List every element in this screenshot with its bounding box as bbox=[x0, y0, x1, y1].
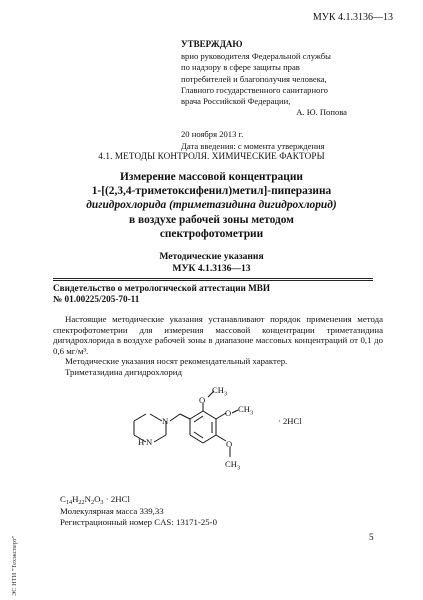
certificate-block bbox=[53, 283, 383, 305]
methoxy-oxygen: O bbox=[226, 439, 233, 449]
cas-number: Регистрационный номер CAS: 13171-25-0 bbox=[60, 517, 218, 528]
piperazine-nitrogen: N bbox=[146, 437, 153, 447]
method-line: Методические указания bbox=[159, 251, 264, 262]
title-line: дигидрохлорида (триметазидина дигидрохлорид) bbox=[86, 199, 337, 212]
molecular-formula: $C_{14}H_{22}N_2O_3 \cdot 2HCl$ bbox=[60, 494, 130, 506]
approval-block bbox=[181, 39, 381, 152]
approval-date: 20 ноября 2013 г. bbox=[181, 129, 244, 140]
title-line: спектрофотометрии bbox=[159, 227, 264, 240]
methyl-group: $CH_3$ bbox=[212, 385, 228, 398]
effective-date: Дата введения: с момента утверждения bbox=[181, 140, 325, 151]
certificate-number: № 01.00225/205-70-11 bbox=[53, 294, 140, 305]
approval-line: по надзору в сфере защиты прав bbox=[181, 62, 300, 73]
molar-mass: Молекулярная масса 339,33 bbox=[60, 505, 164, 516]
methoxy-oxygen: O bbox=[199, 395, 206, 405]
methoxy-oxygen: O bbox=[225, 408, 232, 418]
salt-label: · 2HCl bbox=[278, 416, 302, 426]
approver-name: А. Ю. Попова bbox=[296, 107, 347, 118]
approval-line: Главного государственного санитарного bbox=[181, 84, 328, 95]
methyl-group: $CH_3$ bbox=[238, 404, 254, 417]
section-heading: 4.1. МЕТОДЫ КОНТРОЛЯ. ХИМИЧЕСКИЕ ФАКТОРЫ bbox=[98, 151, 325, 161]
amine-hydrogen: H bbox=[138, 437, 145, 447]
compound-data bbox=[60, 494, 217, 529]
side-stamp-text: ЭС НТИ "Техэксперт" bbox=[11, 535, 18, 596]
document-code: МУК 4.1.3136—13 bbox=[312, 12, 393, 23]
body-paragraph: Методические указания носят рекомендательный характер. bbox=[65, 356, 288, 366]
method-guidelines-heading bbox=[0, 251, 423, 274]
divider-line bbox=[53, 280, 373, 281]
divider-line bbox=[53, 278, 373, 279]
body-paragraph: Настоящие методические указания устанавливают порядок применения метода спектрофотометрии для измерения массовой концентрации триметазидина дигидрохлорида в воздухе рабочей зоны в диапазоне массовых концентраций от 0,1 до 0,6 мг/м³. bbox=[53, 314, 383, 356]
structural-formula-drawing bbox=[118, 385, 338, 473]
document-title bbox=[20, 170, 403, 241]
method-code: МУК 4.1.3136—13 bbox=[172, 262, 251, 274]
body-text bbox=[53, 314, 383, 377]
compound-name: Триметазидина дигидрохлорид bbox=[65, 366, 182, 377]
approval-title: УТВЕРЖДАЮ bbox=[181, 39, 243, 49]
page-number: 5 bbox=[369, 532, 374, 542]
title-line: 1-[(2,3,4-триметоксифенил)метил]-пиперазина bbox=[91, 185, 332, 198]
structural-formula bbox=[118, 385, 338, 473]
certificate-line: Свидетельство о метрологической аттестации МВИ bbox=[53, 283, 271, 293]
approval-line: врио руководителя Федеральной службы bbox=[181, 51, 331, 62]
approval-line: потребителей и благополучия человека, bbox=[181, 73, 327, 84]
title-line: в воздухе рабочей зоны методом bbox=[129, 213, 294, 226]
title-line: Измерение массовой концентрации bbox=[120, 171, 303, 183]
methyl-group: $CH_3$ bbox=[225, 459, 241, 472]
approval-line: врача Российской Федерации, bbox=[181, 96, 291, 107]
piperazine-nitrogen: N bbox=[162, 416, 169, 426]
side-stamp bbox=[9, 522, 19, 598]
